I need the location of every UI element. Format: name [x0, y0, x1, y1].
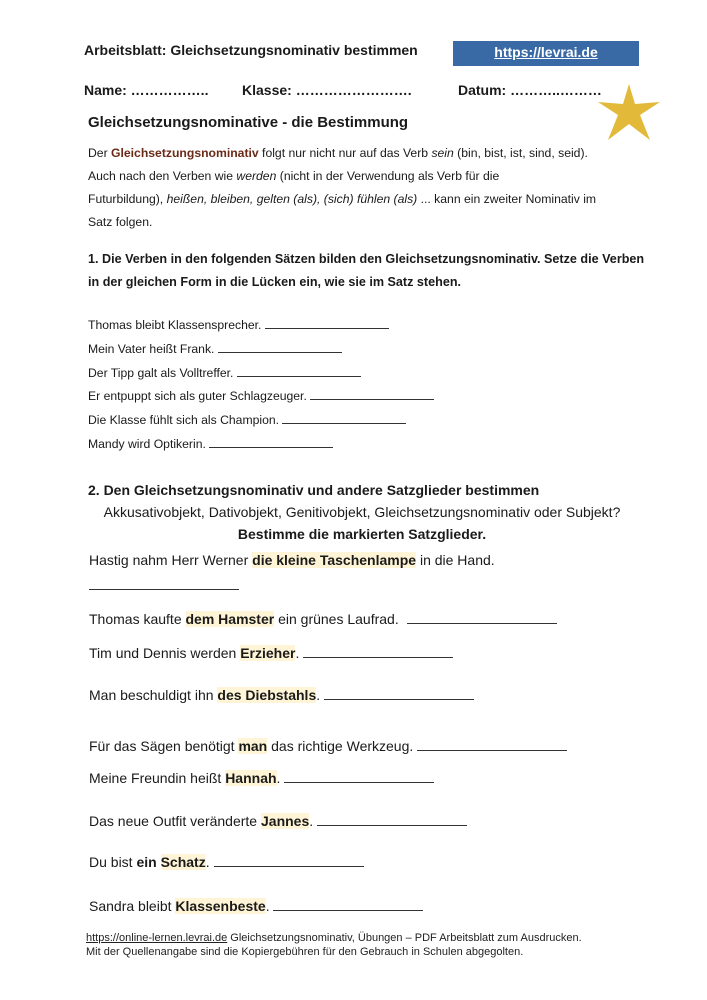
answer-blank[interactable] [218, 352, 342, 353]
list-item: Sandra bleibt Klassenbeste. [89, 898, 423, 914]
marked-phrase: dem Hamster [185, 611, 275, 627]
marked-phrase: Erzieher [240, 645, 296, 661]
klasse-field: Klasse: ……………………. [242, 82, 412, 98]
worksheet-title: Arbeitsblatt: Gleichsetzungsnominativ bestimmen [84, 42, 418, 58]
term-highlight: Gleichsetzungsnominativ [111, 146, 259, 160]
answer-blank[interactable] [237, 376, 361, 377]
datum-field: Datum: ………..……… [458, 82, 602, 98]
list-item: Der Tipp galt als Volltreffer. [88, 366, 361, 380]
task2-heading: 2. Den Gleichsetzungsnominativ und andere Satzglieder bestimmen [88, 482, 540, 498]
answer-blank[interactable] [324, 699, 474, 700]
answer-blank[interactable] [282, 423, 406, 424]
footer: https://online-lernen.levrai.de Gleichsetzungsnominativ, Übungen – PDF Arbeitsblatt zum Ausdrucken. Mit der Quellenangabe sind die Kopiergebühren für den Gebrauch in Schulen abgegolten. [86, 932, 582, 958]
task2-instruction: Bestimme die markierten Satzglieder. [237, 526, 487, 542]
answer-blank[interactable] [89, 589, 239, 590]
marked-phrase: man [238, 738, 268, 754]
answer-blank[interactable] [265, 328, 389, 329]
marked-phrase: Hannah [225, 770, 277, 786]
answer-blank[interactable] [303, 657, 453, 658]
section-title: Gleichsetzungsnominative - die Bestimmung [88, 114, 409, 131]
list-item: Meine Freundin heißt Hannah. [89, 770, 434, 786]
marked-phrase: Klassenbeste [175, 898, 266, 914]
task1-instruction: 1. Die Verben in den folgenden Sätzen bilden den Gleichsetzungsnominativ. Setze die Verben in der gleichen Form in die Lücken ein, wie sie im Satz stehen. [88, 252, 645, 289]
answer-blank[interactable] [407, 623, 557, 624]
answer-blank[interactable] [209, 447, 333, 448]
marked-phrase: des Diebstahls [217, 687, 317, 703]
list-item: Mandy wird Optikerin. [88, 437, 333, 451]
name-field: Name: …………….. [84, 82, 209, 98]
site-link[interactable]: https://levrai.de [453, 41, 639, 66]
list-item: Thomas bleibt Klassensprecher. [88, 318, 389, 332]
list-item: Das neue Outfit veränderte Jannes. [89, 813, 467, 829]
list-item: Er entpuppt sich als guter Schlagzeuger. [88, 389, 434, 403]
task2-options: Akkusativobjekt, Dativobjekt, Genitivobjekt, Gleichsetzungsnominativ oder Subjekt? [103, 504, 621, 520]
marked-phrase: Jannes [261, 813, 310, 829]
star-icon [596, 82, 662, 144]
answer-blank[interactable] [284, 782, 434, 783]
list-item: Mein Vater heißt Frank. [88, 342, 342, 356]
list-item: Hastig nahm Herr Werner die kleine Taschenlampe in die Hand. [89, 552, 495, 568]
answer-blank[interactable] [310, 399, 434, 400]
list-item: Man beschuldigt ihn des Diebstahls. [89, 687, 474, 703]
list-item: Du bist ein Schatz. [89, 854, 364, 870]
intro-paragraph: Der Gleichsetzungsnominativ folgt nur nicht nur auf das Verb sein (bin, bist, ist, sind, seid). Auch nach den Verben wie werden (nicht in der Verwendung als Verb für die Futurbildung), heißen, bleiben, gelten (als), (sich) fühlen (als) ... kann ein zweiter Nominativ im Satz folgen. [88, 146, 597, 229]
answer-blank[interactable] [214, 866, 364, 867]
answer-blank[interactable] [273, 910, 423, 911]
answer-blank[interactable] [417, 750, 567, 751]
marked-phrase: die kleine Taschenlampe [252, 552, 417, 568]
list-item: Tim und Dennis werden Erzieher. [89, 645, 453, 661]
list-item: Für das Sägen benötigt man das richtige Werkzeug. [89, 738, 567, 754]
footer-link[interactable]: https://online-lernen.levrai.de [86, 932, 228, 944]
marked-phrase: Schatz [160, 854, 206, 870]
list-item: Die Klasse fühlt sich als Champion. [88, 413, 406, 427]
list-item: Thomas kaufte dem Hamster ein grünes Laufrad. [89, 611, 557, 627]
answer-blank[interactable] [317, 825, 467, 826]
